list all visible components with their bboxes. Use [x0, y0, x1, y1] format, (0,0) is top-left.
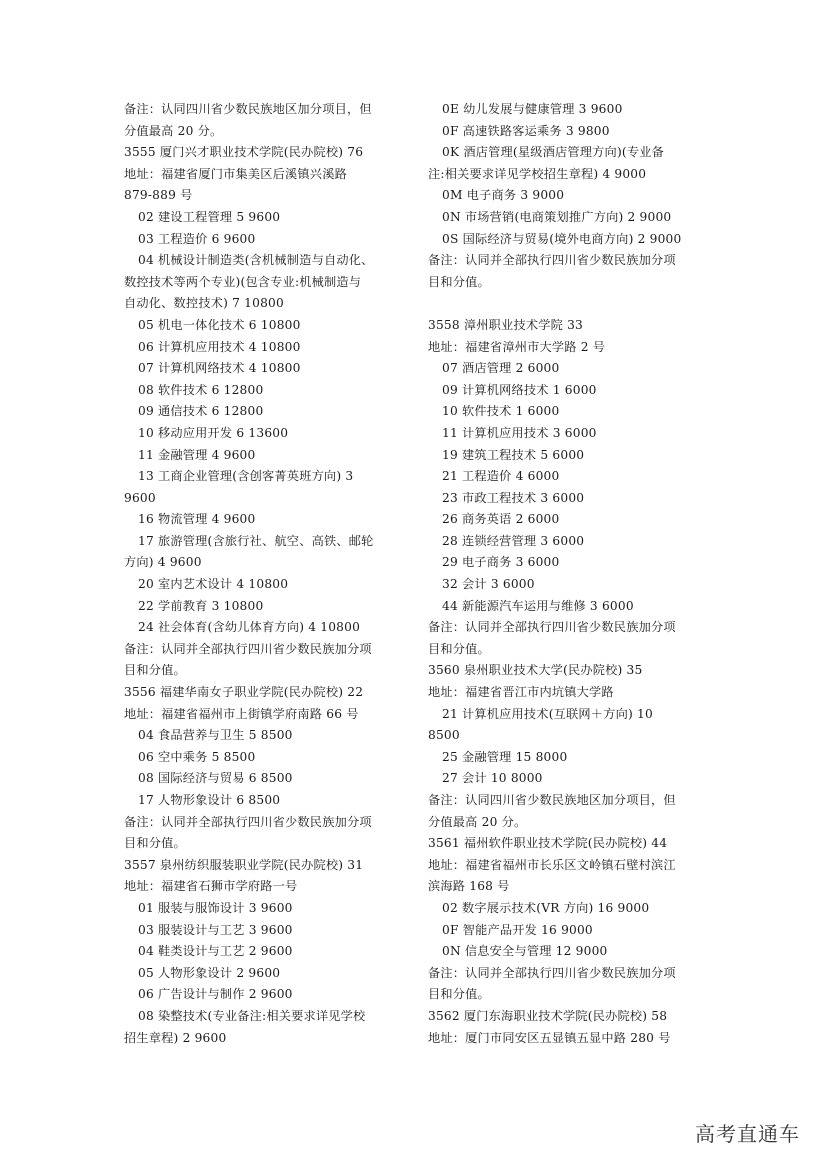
- left-column-text-line: 数控技术等两个专业)(包含专业:机械制造与: [124, 274, 362, 289]
- right-column-text-line: 备注：认同并全部执行四川省少数民族加分项: [428, 253, 676, 268]
- right-column-text-line: 地址：厦门市同安区五显镇五显中路 280 号: [428, 1030, 671, 1045]
- right-column-text-line: 3561 福州软件职业技术学院(民办院校) 44: [428, 836, 668, 851]
- left-column-text-line: 分值最高 20 分。: [124, 123, 223, 138]
- left-column-text-line: 04 机械设计制造类(含机械制造与自动化、: [138, 253, 374, 268]
- left-column-text-line: 05 人物形象设计 2 9600: [138, 965, 281, 980]
- right-column-text-line: 0S 国际经济与贸易(境外电商方向) 2 9000: [442, 231, 682, 246]
- right-column-text-line: 02 数字展示技术(VR 方向) 16 9000: [442, 900, 650, 915]
- right-column-text-line: 分值最高 20 分。: [428, 814, 527, 829]
- left-column-text-line: 03 服装设计与工艺 3 9600: [138, 922, 293, 937]
- right-column-text-line: 0E 幼儿发展与健康管理 3 9600: [442, 102, 623, 116]
- left-column-text-line: 06 计算机应用技术 4 10800: [138, 339, 301, 354]
- right-column-text-line: 3562 厦门东海职业技术学院(民办院校) 58: [428, 1008, 668, 1023]
- left-column-text-line: 地址：福建省厦门市集美区后溪镇兴溪路: [124, 166, 347, 181]
- left-column-text-line: 879-889 号: [124, 188, 193, 203]
- right-column-text-line: 注:相关要求详见学校招生章程) 4 9000: [428, 166, 647, 181]
- right-column-text-line: 32 会计 3 6000: [442, 577, 535, 592]
- left-column-text-line: 06 空中乘务 5 8500: [138, 749, 256, 764]
- right-column: [428, 99, 710, 1049]
- left-column-text-line: 地址：福建省福州市上街镇学府南路 66 号: [124, 706, 359, 721]
- left-column-text-line: 备注：认同并全部执行四川省少数民族加分项: [124, 814, 372, 829]
- right-column-text-line: 目和分值。: [428, 987, 490, 1002]
- right-column-text-line: 21 工程造价 4 6000: [442, 469, 560, 484]
- right-column-text-line: 27 会计 10 8000: [442, 771, 543, 786]
- left-column-text-line: 3556 福建华南女子职业学院(民办院校) 22: [124, 685, 364, 700]
- left-column-text-line: 11 金融管理 4 9600: [138, 447, 256, 462]
- right-column-text-line: 目和分值。: [428, 274, 490, 289]
- right-column-text-line: 28 连锁经营管理 3 6000: [442, 533, 585, 548]
- left-column-text-line: 07 计算机网络技术 4 10800: [138, 361, 301, 376]
- right-column-text-line: 25 金融管理 15 8000: [442, 749, 568, 764]
- right-column-text-line: 0N 市场营销(电商策划推广方向) 2 9000: [442, 209, 672, 224]
- right-column-text-line: 26 商务英语 2 6000: [442, 512, 560, 527]
- right-column-text-line: 8500: [428, 728, 460, 743]
- right-column-text-line: 0F 智能产品开发 16 9000: [442, 922, 593, 937]
- right-column-text-line: 备注：认同并全部执行四川省少数民族加分项: [428, 620, 676, 635]
- right-column-text-line: 10 软件技术 1 6000: [442, 404, 560, 419]
- right-column-text-line: 目和分值。: [428, 641, 490, 656]
- right-column-text-line: 地址：福建省晋江市内坑镇大学路: [428, 685, 614, 700]
- right-column-text-line: 44 新能源汽车运用与维修 3 6000: [442, 598, 634, 613]
- left-column-text-line: 9600: [124, 490, 156, 505]
- left-column-text-line: 目和分值。: [124, 663, 186, 678]
- left-column-text-line: 17 人物形象设计 6 8500: [138, 793, 281, 807]
- left-column-text-line: 05 机电一体化技术 6 10800: [138, 317, 301, 332]
- right-column-text-line: 地址：福建省漳州市大学路 2 号: [428, 339, 606, 354]
- left-column-text-line: 09 通信技术 6 12800: [138, 404, 264, 419]
- left-column-text-line: 3557 泉州纺织服装职业学院(民办院校) 31: [124, 857, 364, 872]
- right-column-text-line: 07 酒店管理 2 6000: [442, 361, 560, 376]
- right-column-text-line: 备注：认同并全部执行四川省少数民族加分项: [428, 965, 676, 980]
- left-column-text-line: 24 社会体育(含幼儿体育方向) 4 10800: [138, 620, 361, 635]
- left-column-text-line: 自动化、数控技术) 7 10800: [124, 296, 284, 311]
- right-column-text-line: 3560 泉州职业技术大学(民办院校) 35: [428, 663, 643, 678]
- left-column-text-line: 16 物流管理 4 9600: [138, 512, 256, 527]
- right-column-text-line: 0N 信息安全与管理 12 9000: [442, 944, 608, 959]
- left-column-text-line: 10 移动应用开发 6 13600: [138, 425, 289, 440]
- left-column-text-line: 01 服装与服饰设计 3 9600: [138, 900, 293, 915]
- left-column-text-line: 备注：认同并全部执行四川省少数民族加分项: [124, 641, 372, 656]
- left-column-text-line: 22 学前教育 3 10800: [138, 598, 264, 613]
- right-column-text-line: 地址：福建省福州市长乐区文岭镇石壁村滨江: [428, 857, 676, 872]
- left-column-text-line: 08 染整技术(专业备注:相关要求详见学校: [138, 1008, 366, 1023]
- right-column-text-line: 09 计算机网络技术 1 6000: [442, 382, 597, 397]
- left-column-text-line: 08 软件技术 6 12800: [138, 382, 264, 397]
- left-column-text-line: 地址：福建省石狮市学府路一号: [124, 879, 298, 894]
- right-column-text-line: 29 电子商务 3 6000: [442, 555, 560, 570]
- watermark-logo: 高考直通车: [695, 1122, 800, 1146]
- right-column-text-line: 0K 酒店管理(星级酒店管理方向)(专业备: [442, 145, 665, 160]
- left-column-text-line: 04 食品营养与卫生 5 8500: [138, 728, 293, 743]
- left-column-text-line: 目和分值。: [124, 836, 186, 851]
- right-column-text-line: [428, 293, 710, 315]
- right-column-text-line: 备注：认同四川省少数民族地区加分项目，但: [428, 793, 676, 807]
- right-column-text-line: 11 计算机应用技术 3 6000: [442, 425, 597, 440]
- left-column-text-line: 06 广告设计与制作 2 9600: [138, 987, 293, 1002]
- right-column-text-line: 19 建筑工程技术 5 6000: [442, 447, 585, 462]
- left-column-text-line: 02 建设工程管理 5 9600: [138, 209, 281, 224]
- left-column-text-line: 08 国际经济与贸易 6 8500: [138, 771, 293, 786]
- left-column-text-line: 04 鞋类设计与工艺 2 9600: [138, 944, 293, 959]
- right-column-text-line: 0M 电子商务 3 9000: [442, 188, 565, 203]
- left-column: [124, 99, 406, 1049]
- left-column-text-line: 13 工商企业管理(含创客菁英班方向) 3: [138, 469, 354, 484]
- right-column-text-line: 21 计算机应用技术(互联网＋方向) 10: [442, 706, 653, 721]
- left-column-text-line: 20 室内艺术设计 4 10800: [138, 577, 289, 592]
- left-column-text-line: 3555 厦门兴才职业技术学院(民办院校) 76: [124, 145, 364, 160]
- left-column-text-line: 17 旅游管理(含旅行社、航空、高铁、邮轮: [138, 533, 374, 548]
- left-column-text-line: 03 工程造价 6 9600: [138, 231, 256, 246]
- left-column-text-line: 方向) 4 9600: [124, 555, 202, 570]
- left-column-text-line: 备注：认同四川省少数民族地区加分项目，但: [124, 102, 372, 116]
- left-column-text-line: 招生章程) 2 9600: [124, 1030, 227, 1045]
- right-column-text-line: 3558 漳州职业技术学院 33: [428, 317, 583, 332]
- right-column-text-line: 23 市政工程技术 3 6000: [442, 490, 585, 505]
- right-column-text-line: 0F 高速铁路客运乘务 3 9800: [442, 123, 610, 138]
- right-column-text-line: 滨海路 168 号: [428, 879, 510, 894]
